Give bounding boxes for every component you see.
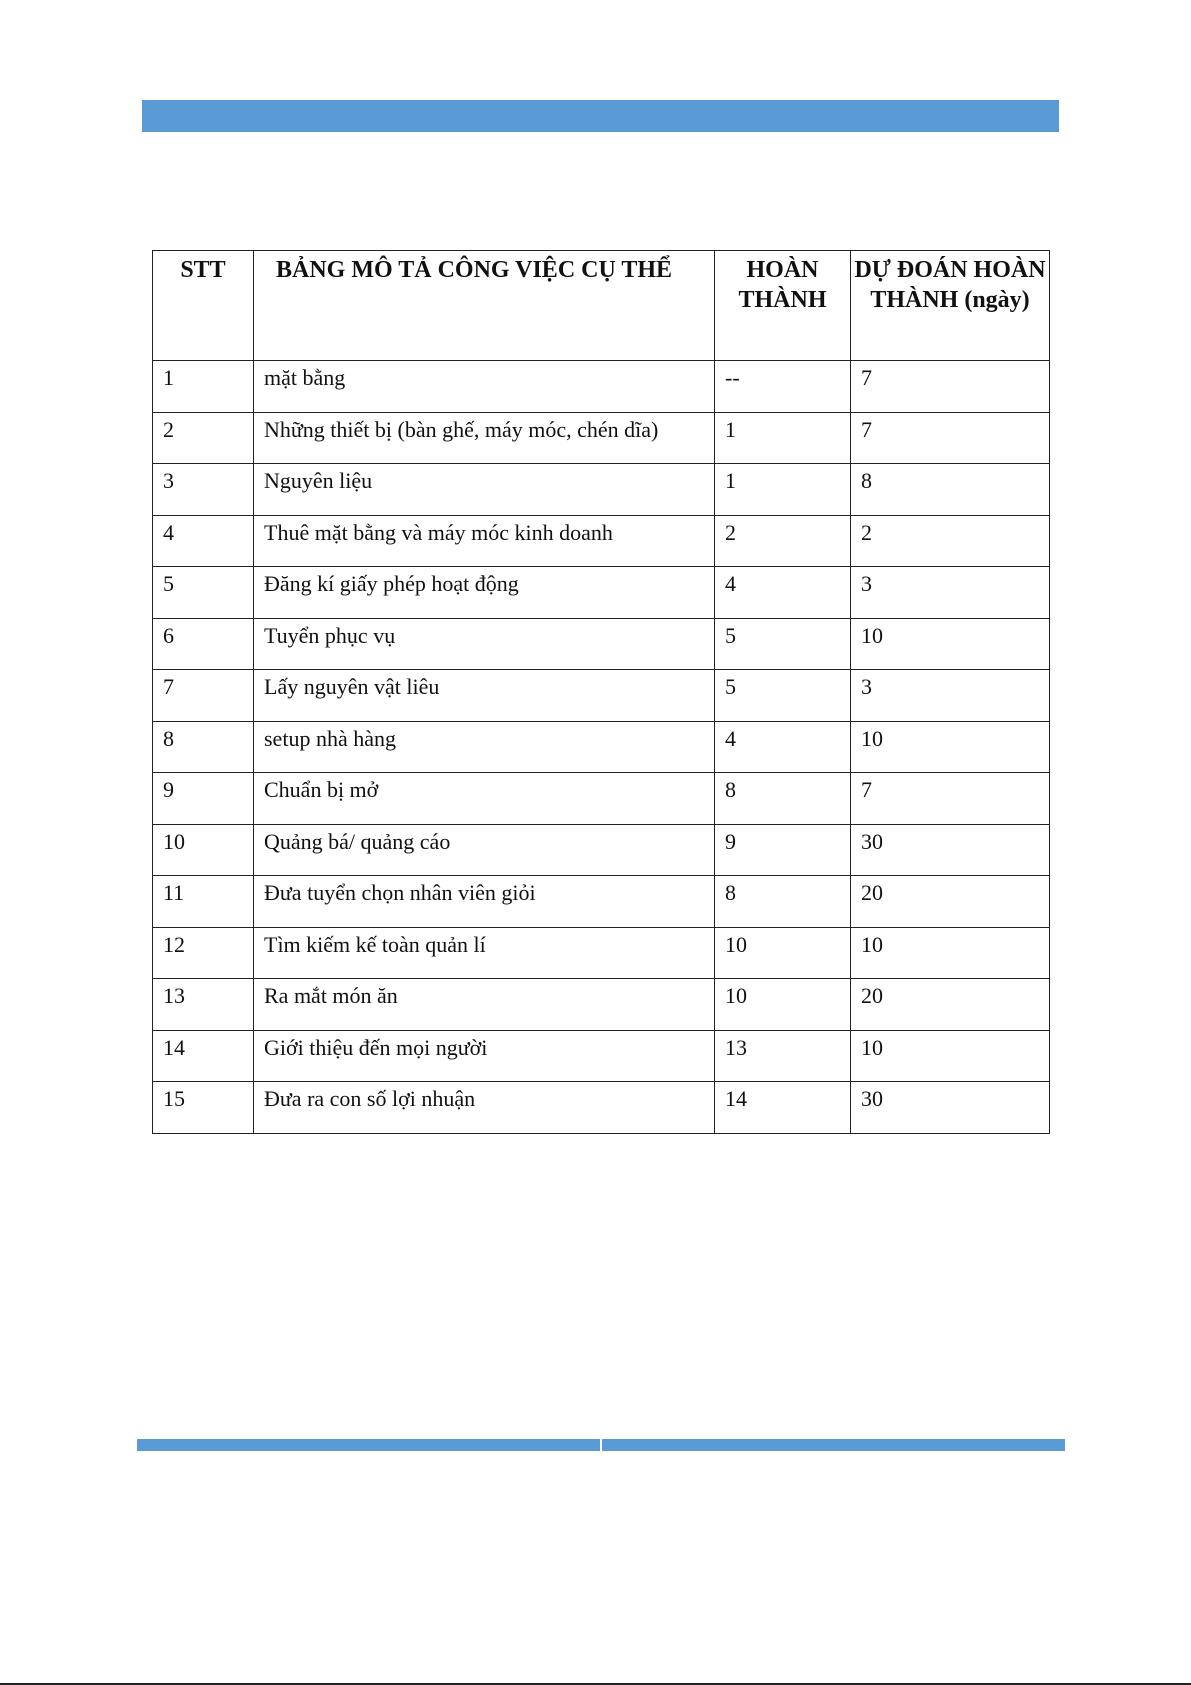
cell-forecast: 7 <box>851 412 1050 464</box>
cell-forecast: 10 <box>851 927 1050 979</box>
cell-stt: 3 <box>153 464 254 516</box>
cell-task: Tuyển phục vụ <box>254 618 715 670</box>
table-row <box>153 876 1050 928</box>
cell-task: Đưa tuyển chọn nhân viên giỏi <box>254 876 715 928</box>
cell-stt: 13 <box>153 979 254 1031</box>
cell-forecast: 30 <box>851 824 1050 876</box>
header-task: BẢNG MÔ TẢ CÔNG VIỆC CỤ THỂ <box>254 251 715 361</box>
table-row <box>153 670 1050 722</box>
header-stt: STT <box>153 251 254 361</box>
cell-task: Đưa ra con số lợi nhuận <box>254 1082 715 1134</box>
cell-forecast: 20 <box>851 876 1050 928</box>
footer-band <box>137 1439 1065 1451</box>
cell-task: Nguyên liệu <box>254 464 715 516</box>
table-header-row <box>153 251 1050 361</box>
table-row <box>153 515 1050 567</box>
cell-done: 10 <box>715 927 851 979</box>
cell-forecast: 10 <box>851 1030 1050 1082</box>
cell-forecast: 10 <box>851 721 1050 773</box>
cell-forecast: 3 <box>851 670 1050 722</box>
cell-done: 8 <box>715 773 851 825</box>
table-row <box>153 1082 1050 1134</box>
cell-done: 13 <box>715 1030 851 1082</box>
cell-done: 9 <box>715 824 851 876</box>
cell-stt: 2 <box>153 412 254 464</box>
header-band <box>142 100 1059 132</box>
cell-task: Đăng kí giấy phép hoạt động <box>254 567 715 619</box>
cell-forecast: 10 <box>851 618 1050 670</box>
table-row <box>153 412 1050 464</box>
cell-done: 10 <box>715 979 851 1031</box>
cell-task: Thuê mặt bằng và máy móc kinh doanh <box>254 515 715 567</box>
cell-task: Ra mắt món ăn <box>254 979 715 1031</box>
cell-forecast: 7 <box>851 773 1050 825</box>
cell-done: -- <box>715 361 851 413</box>
table-row <box>153 618 1050 670</box>
cell-forecast: 8 <box>851 464 1050 516</box>
footer-band-seam <box>600 1439 602 1451</box>
cell-done: 4 <box>715 721 851 773</box>
table-row <box>153 361 1050 413</box>
table-row <box>153 567 1050 619</box>
cell-task: Quảng bá/ quảng cáo <box>254 824 715 876</box>
cell-stt: 6 <box>153 618 254 670</box>
cell-done: 1 <box>715 464 851 516</box>
cell-stt: 4 <box>153 515 254 567</box>
cell-done: 5 <box>715 670 851 722</box>
cell-stt: 1 <box>153 361 254 413</box>
cell-stt: 7 <box>153 670 254 722</box>
cell-task: Lấy nguyên vật liêu <box>254 670 715 722</box>
cell-forecast: 7 <box>851 361 1050 413</box>
table-row <box>153 464 1050 516</box>
cell-done: 2 <box>715 515 851 567</box>
cell-stt: 10 <box>153 824 254 876</box>
cell-done: 1 <box>715 412 851 464</box>
table-row <box>153 979 1050 1031</box>
cell-stt: 14 <box>153 1030 254 1082</box>
header-forecast: DỰ ĐOÁN HOÀN THÀNH (ngày) <box>851 251 1050 361</box>
cell-stt: 11 <box>153 876 254 928</box>
cell-task: Giới thiệu đến mọi người <box>254 1030 715 1082</box>
cell-forecast: 2 <box>851 515 1050 567</box>
cell-forecast: 3 <box>851 567 1050 619</box>
cell-done: 4 <box>715 567 851 619</box>
cell-task: setup nhà hàng <box>254 721 715 773</box>
cell-done: 5 <box>715 618 851 670</box>
cell-forecast: 20 <box>851 979 1050 1031</box>
cell-stt: 5 <box>153 567 254 619</box>
cell-stt: 12 <box>153 927 254 979</box>
header-done: HOÀN THÀNH <box>715 251 851 361</box>
work-table <box>152 250 1050 1134</box>
table-row <box>153 721 1050 773</box>
table-row <box>153 1030 1050 1082</box>
cell-stt: 15 <box>153 1082 254 1134</box>
cell-stt: 8 <box>153 721 254 773</box>
cell-forecast: 30 <box>851 1082 1050 1134</box>
table-row <box>153 773 1050 825</box>
cell-task: Tìm kiếm kế toàn quản lí <box>254 927 715 979</box>
cell-task: mặt bằng <box>254 361 715 413</box>
cell-done: 8 <box>715 876 851 928</box>
cell-task: Những thiết bị (bàn ghế, máy móc, chén dĩa) <box>254 412 715 464</box>
cell-stt: 9 <box>153 773 254 825</box>
table-row <box>153 927 1050 979</box>
cell-task: Chuẩn bị mở <box>254 773 715 825</box>
table-row <box>153 824 1050 876</box>
cell-done: 14 <box>715 1082 851 1134</box>
